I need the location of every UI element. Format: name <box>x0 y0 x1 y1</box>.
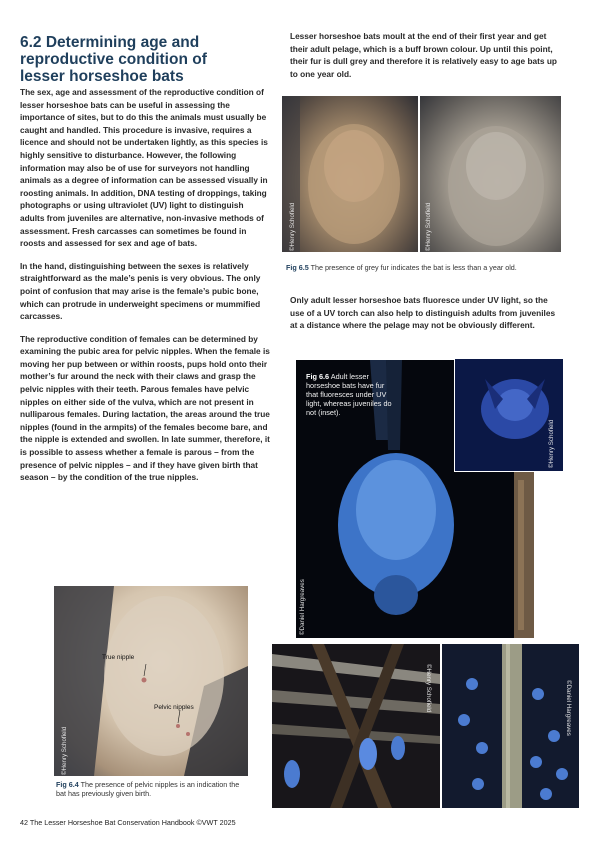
bat-fur-illustration <box>282 96 418 252</box>
label-true-nipple: True nipple <box>102 654 135 661</box>
uv-juvenile-illustration <box>455 359 563 471</box>
caption-text: Adult lesser horseshoe bats have fur that fluoresces under UV light, whereas juveniles do not (inset). <box>306 372 392 417</box>
fig-6-6-photo-roof-bats <box>272 644 440 808</box>
figure-number: Fig 6.4 <box>56 780 79 789</box>
section-heading: 6.2 Determining age and reproductive condition of lesser horseshoe bats <box>20 34 207 85</box>
left-column-text <box>20 86 270 494</box>
photo-credit: ©Henry Schofield <box>289 202 296 251</box>
photo-credit: ©Henry Schofield <box>425 664 432 713</box>
fig-6-6-photo-cluster <box>442 644 579 808</box>
figure-number: Fig 6.6 <box>306 372 330 381</box>
fig-6-5-photo-adult <box>282 96 418 252</box>
fig-6-6-caption <box>306 372 398 417</box>
figure-number: Fig 6.5 <box>286 263 309 272</box>
caption-text: The presence of pelvic nipples is an indication the bat has previously given birth. <box>56 780 240 798</box>
paragraph-uv: Only adult lesser horseshoe bats fluoresce under UV light, so the use of a UV torch can also help to distinguish adults from juveniles at a distance where the pelage may not be obviously different. <box>290 295 556 331</box>
fig-6-4-photo <box>54 586 248 776</box>
fig-6-5-caption <box>286 263 576 272</box>
label-pelvic-nipples: Pelvic nipples <box>154 704 194 711</box>
paragraph-moult: Lesser horseshoe bats moult at the end of their first year and get their adult pelage, which is a buff brown colour. Up until this point, their fur is dull grey and therefore it is relatively easy to age bats up to one year old. <box>290 31 557 79</box>
bat-cluster-illustration <box>442 644 579 808</box>
fig-6-4-caption <box>56 780 246 798</box>
photo-credit: ©Henry Schofield <box>61 726 68 775</box>
photo-credit: ©Daniel Hargreaves <box>299 579 306 635</box>
bat-belly-illustration <box>54 586 248 776</box>
photo-credit: ©Henry Schofield <box>425 202 432 251</box>
fig-6-6-photo-inset <box>454 358 564 472</box>
bat-fur-illustration <box>420 96 561 252</box>
fig-6-5-photo-juvenile <box>420 96 561 252</box>
photo-credit: ©Daniel Hargreaves <box>565 680 572 736</box>
paragraph-sexing: In the hand, distinguishing between the sexes is relatively straightforward as the male’s penis is very obvious. The only point of confusion that may arise is the female’s pubic bone, which can protrude in underweight specimens or mummified carcasses. <box>20 260 261 322</box>
photo-credit: ©Henry Schofield <box>548 419 555 468</box>
page-footer: 42 The Lesser Horseshoe Bat Conservation Handbook ©VWT 2025 <box>20 818 236 827</box>
paragraph-reproductive: The reproductive condition of females can be determined by examining the pubic area for pelvic nipples. When the female is moving her pup between or within roosts, pups hold onto their mother’s fur around the neck with their claws and grasp the pelvic nipples with their teeth. Parous females have pelvic nipples on either side of the vulva, which are not present in nulliparous females. During lactation, the areas around the true nipples (found in the armpits) of the females become bare, and the nipple is extended and swollen. In late summer, therefore, it is possible to assess whether a female is parous – from the presence of pelvic nipples – and if they have given birth that season – by the condition of the true nipples. <box>20 333 270 483</box>
caption-text: The presence of grey fur indicates the bat is less than a year old. <box>308 263 517 272</box>
paragraph-intro: The sex, age and assessment of the reproductive condition of lesser horseshoe bats can be useful in assessing the importance of sites, but to do this the animals must usually be caught and handled. This procedure is invasive, requires a licence and should not be undertaken lightly, as this species is highly sensitive to disturbance. However, the following information may also be of use for surveyors not handling animals as a degree of information can be assessed visually in roosting animals. In addition, DNA testing of droppings, taking photographs or using ultraviolet (UV) light to distinguish adults from juveniles are alternative, non-invasive methods of assessment. Fresh carcasses can sometimes be found in roosts and assessed for sex and age of bats. <box>20 87 268 249</box>
roof-timbers-illustration <box>272 644 440 808</box>
